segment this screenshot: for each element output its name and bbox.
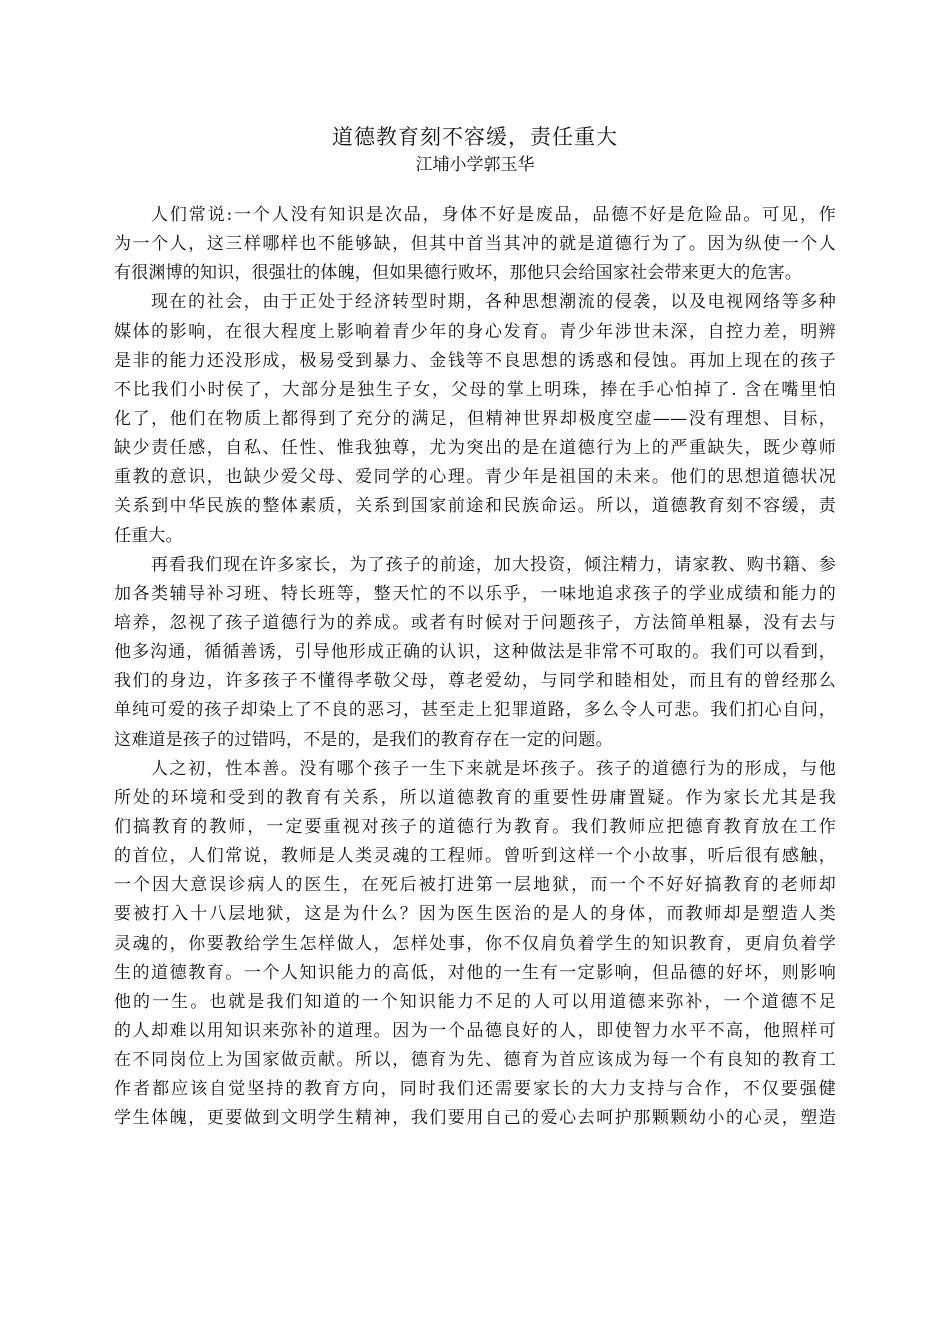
document-title: 道德教育刻不容缓，责任重大 bbox=[332, 125, 618, 149]
text-line: 所处的环境和受到的教育有关系，所以道德教育的重要性毋庸置疑。作为家长尤其是我 bbox=[114, 787, 836, 808]
document-body bbox=[114, 201, 836, 1134]
text-line: 再看我们现在许多家长，为了孩子的前途，加大投资，倾注精力，请家教、购书籍、参 bbox=[151, 554, 836, 575]
text-line: 有很渊博的知识，很强壮的体魄，但如果德行败坏，那他只会给国家社会带来更大的危害。 bbox=[114, 263, 802, 284]
text-line: 培养，忽视了孩子道德行为的养成。或者有时候对于问题孩子，方法简单粗暴，没有去与 bbox=[114, 612, 836, 633]
text-line: 为一个人，这三样哪样也不能够缺，但其中首当其冲的就是道德行为了。因为纵使一个人 bbox=[114, 234, 836, 255]
text-line: 任重大。 bbox=[114, 525, 183, 546]
text-line: 人之初，性本善。没有哪个孩子一生下来就是坏孩子。孩子的道德行为的形成，与他 bbox=[151, 758, 836, 779]
text-line: 加各类辅导补习班、特长班等，整天忙的不以乐乎，一味地追求孩子的学业成绩和能力的 bbox=[114, 583, 836, 604]
document-author: 江埔小学郭玉华 bbox=[415, 155, 535, 175]
text-line: 灵魂的，你要教给学生怎样做人，怎样处事，你不仅肩负着学生的知识教育，更肩负着学 bbox=[114, 933, 836, 954]
text-line: 作者都应该自觉坚持的教育方向，同时我们还需要家长的大力支持与合作，不仅要强健 bbox=[114, 1079, 836, 1100]
text-line: 在不同岗位上为国家做贡献。所以，德育为先、德育为首应该成为每一个有良知的教育工 bbox=[114, 1050, 836, 1071]
text-line: 是非的能力还没形成，极易受到暴力、金钱等不良思想的诱惑和侵蚀。再加上现在的孩子 bbox=[114, 350, 836, 371]
text-line: 缺少责任感，自私、任性、惟我独尊，尤为突出的是在道德行为上的严重缺失，既少尊师 bbox=[114, 438, 836, 459]
text-line: 他多沟通，循循善诱，引导他形成正确的认识，这种做法是非常不可取的。我们可以看到， bbox=[114, 642, 836, 663]
text-line: 我们的身边，许多孩子不懂得孝敬父母，尊老爱幼，与同学和睦相处，而且有的曾经那么 bbox=[114, 671, 836, 692]
text-line: 不比我们小时侯了，大部分是独生子女，父母的掌上明珠，捧在手心怕掉了. 含在嘴里怕 bbox=[114, 379, 836, 400]
text-line: 人们常说:一个人没有知识是次品，身体不好是废品，品德不好是危险品。可见，作 bbox=[151, 205, 836, 225]
text-line: 这难道是孩子的过错吗，不是的，是我们的教育存在一定的问题。 bbox=[114, 729, 613, 750]
text-line: 关系到中华民族的整体素质，关系到国家前途和民族命运。所以，道德教育刻不容缓，责 bbox=[114, 496, 836, 517]
text-line: 学生体魄，更要做到文明学生精神，我们要用自己的爱心去呵护那颗颗幼小的心灵，塑造 bbox=[114, 1108, 836, 1129]
text-line: 生的道德教育。一个人知识能力的高低，对他的一生有一定影响，但品德的好坏，则影响 bbox=[114, 962, 836, 983]
text-line: 要被打入十八层地狱，这是为什么？因为医生医治的是人的身体，而教师却是塑造人类 bbox=[114, 904, 836, 925]
text-line: 重教的意识，也缺少爱父母、爱同学的心理。青少年是祖国的未来。他们的思想道德状况 bbox=[114, 467, 836, 488]
text-line: 们搞教育的教师，一定要重视对孩子的道德行为教育。我们教师应把德育教育放在工作 bbox=[114, 816, 836, 837]
text-line: 他的一生。也就是我们知道的一个知识能力不足的人可以用道德来弥补，一个道德不足 bbox=[114, 991, 836, 1012]
text-line: 媒体的影响，在很大程度上影响着青少年的身心发育。青少年涉世未深，自控力差，明辨 bbox=[114, 321, 836, 342]
text-line: 单纯可爱的孩子却染上了不良的恶习，甚至走上犯罪道路，多么令人可悲。我们扪心自问， bbox=[114, 700, 836, 721]
text-line: 的人却难以用知识来弥补的道理。因为一个品德良好的人，即使智力水平不高，他照样可 bbox=[114, 1020, 836, 1041]
text-line: 现在的社会，由于正处于经济转型时期，各种思想潮流的侵袭，以及电视网络等多种 bbox=[151, 292, 836, 313]
text-line: 化了，他们在物质上都得到了充分的满足，但精神世界却极度空虚——没有理想、目标， bbox=[114, 408, 836, 429]
text-line: 一个因大意误诊病人的医生，在死后被打进第一层地狱，而一个不好好搞教育的老师却 bbox=[114, 875, 836, 896]
text-line: 的首位，人们常说，教师是人类灵魂的工程师。曾听到这样一个小故事，听后很有感触， bbox=[114, 846, 836, 867]
